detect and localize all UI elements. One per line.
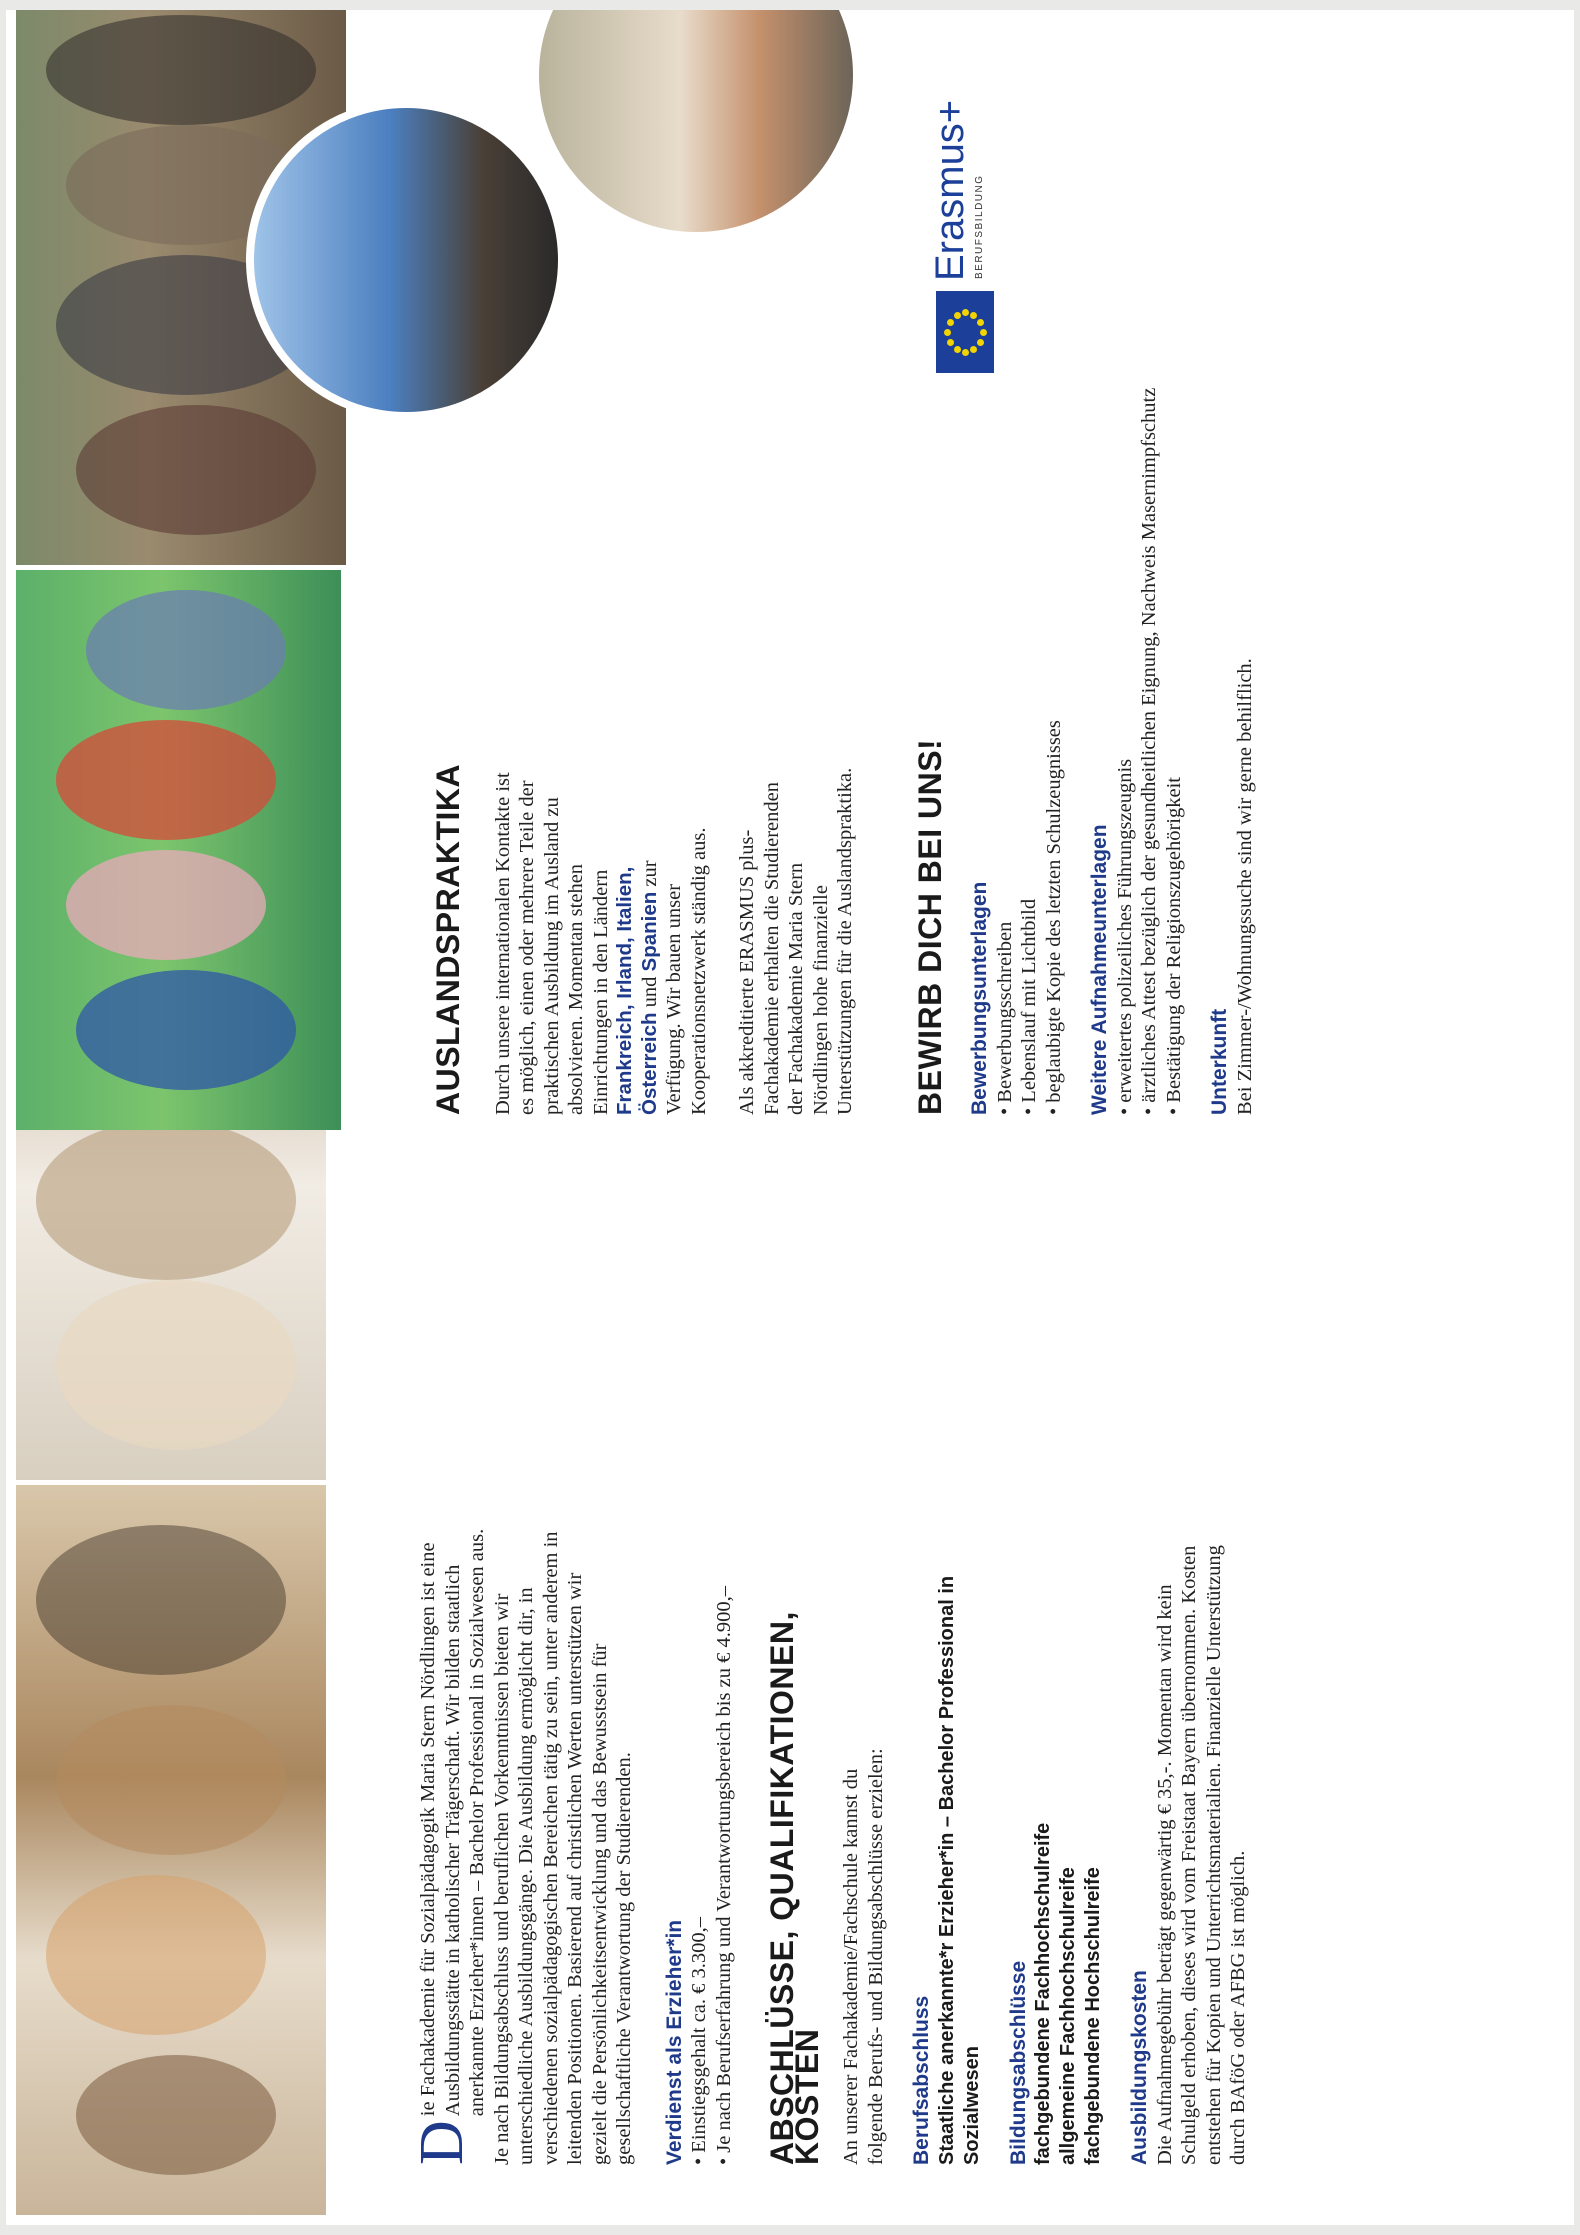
unterlagen-item: • beglaubigte Kopie des letzten Schulzeugnisses bbox=[1042, 720, 1065, 1115]
rotated-document bbox=[6, 10, 1574, 2225]
country-list: Frankreich, Irland, Italien, Österreich bbox=[613, 866, 661, 1115]
unterlagen-item: • Bewerbungsschreiben bbox=[993, 921, 1016, 1115]
scanned-sheet bbox=[6, 10, 1574, 2225]
ausbildungskosten-text: Die Aufnahmegebühr beträgt gegenwärtig € 35,-. Momentan wird kein Schulgeld erhoben, dieses wird vom Freistaat Bayern übernommen. Kosten entstehen für Kopien und Unterrichtsmaterialien. Finanzielle Unterstützung durch BAföG oder AFBG ist möglich. bbox=[1153, 1545, 1249, 2165]
verdienst-heading: Verdienst als Erzieher*in bbox=[662, 1919, 686, 2165]
bewirb-title: BEWIRB DICH BEI UNS! bbox=[911, 738, 948, 1115]
ausland-paragraph: Durch unsere internationalen Kontakte ist es möglich, einen oder mehrere Teile der praktischen Ausbildung im Ausland zu absolvieren. Momentan stehen Einrichtungen in den Ländern Frankreich, Irland, Italien, Österreich und Spanien zur Verfügung. Wir bauen unser Kooperationsnetzwerk ständig aus. bbox=[491, 772, 710, 1115]
verdienst-item: • Einstiegsgehalt ca. € 3.300,– bbox=[688, 1916, 710, 2165]
dropcap-letter: D bbox=[408, 2120, 476, 2165]
berufsabschluss-heading: Berufsabschluss bbox=[910, 1995, 933, 2165]
weitere-item: • Bestätigung der Religionszugehörigkeit bbox=[1162, 777, 1185, 1115]
erasmus-paragraph: Als akkreditierte ERASMUS plus-Fachakademie erhalten die Studierenden der Fachakademie Maria Stern Nördlingen hohe finanzielle Unterstützungen für die Auslandspraktika. bbox=[736, 767, 856, 1115]
photo-children-playing bbox=[16, 570, 341, 1130]
berufsabschluss-value: Staatliche anerkannte*r Erzieher*in – Bachelor Professional in Sozialwesen bbox=[935, 1575, 983, 2165]
photo-circle-coast bbox=[246, 100, 566, 420]
weitere-heading: Weitere Aufnahmeunterlagen bbox=[1088, 824, 1111, 1115]
abschluesse-title: ABSCHLÜSSE, QUALIFIKATIONEN, KOSTEN bbox=[764, 1611, 825, 2165]
unterlagen-item: • Lebenslauf mit Lichtbild bbox=[1018, 898, 1040, 1115]
unterkunft-text: Bei Zimmer-/Wohnungssuche sind wir gerne behilflich. bbox=[1233, 658, 1256, 1115]
bildungsabschluss-item: allgemeine Fachhochschulreife bbox=[1057, 1867, 1079, 2165]
ausland-column bbox=[430, 387, 1257, 1115]
ausland-title: AUSLANDSPRAKTIKA bbox=[430, 763, 466, 1115]
ausbildungskosten-heading: Ausbildungskosten bbox=[1128, 1970, 1151, 2165]
weitere-item: • ärztliches Attest bezüglich der gesundheitlichen Eignung, Nachweis Masernimpfschutz bbox=[1138, 387, 1160, 1115]
eu-flag-icon bbox=[936, 291, 994, 373]
unterkunft-heading: Unterkunft bbox=[1208, 1008, 1231, 1115]
intro-paragraph: D ie Fachakademie für Sozialpädagogik Maria Stern Nördlingen ist eine Ausbildungsstätte in katholischer Trägerschaft. Wir bilden staatlich anerkannte Erzieher*innen – Bachelor Professional in Sozialwesen aus. Je nach Bildungsabschluss und beruflichen Vorkenntnissen bieten wir unterschiedliche Ausbildungsgänge. Die Ausbildung ermöglicht dir, in verschiedenen sozialpädagogischen Bereichen tätig zu sein, unter anderem in leitenden Positionen. Basierend auf christlichen Werten unterstützen wir gezielt die Persönlichkeitsentwicklung und das Bewusstsein für gesellschaftliche Verantwortung der Studierenden. bbox=[408, 1528, 635, 2165]
erasmus-logo bbox=[926, 53, 1016, 373]
country-spain: Spanien bbox=[637, 891, 661, 972]
erasmus-logo-subtext: BERUFSBILDUNG bbox=[974, 174, 985, 279]
photo-circle-city-group bbox=[531, 10, 861, 240]
verdienst-item: • Je nach Berufserfahrung und Verantwortungsbereich bis zu € 4.900,– bbox=[712, 1586, 735, 2165]
bildungsabschluss-item: fachgebundene Fachhochschulreife bbox=[1032, 1822, 1054, 2165]
bildungsabschluesse-heading: Bildungsabschlüsse bbox=[1006, 1960, 1030, 2165]
intro-column bbox=[408, 1525, 1251, 2165]
weitere-item: • erweitertes polizeiliches Führungszeugnis bbox=[1113, 758, 1136, 1115]
erasmus-logo-text: Erasmus+ bbox=[928, 99, 972, 281]
bildungsabschluss-item: fachgebundene Hochschulreife bbox=[1082, 1867, 1104, 2165]
abschluesse-intro: An unserer Fachakademie/Fachschule kannst du folgende Berufs- und Bildungsabschlüsse erzielen: bbox=[840, 1748, 887, 2165]
photo-classroom-students bbox=[16, 1485, 326, 2215]
bewerbungsunterlagen-heading: Bewerbungsunterlagen bbox=[968, 881, 991, 1115]
